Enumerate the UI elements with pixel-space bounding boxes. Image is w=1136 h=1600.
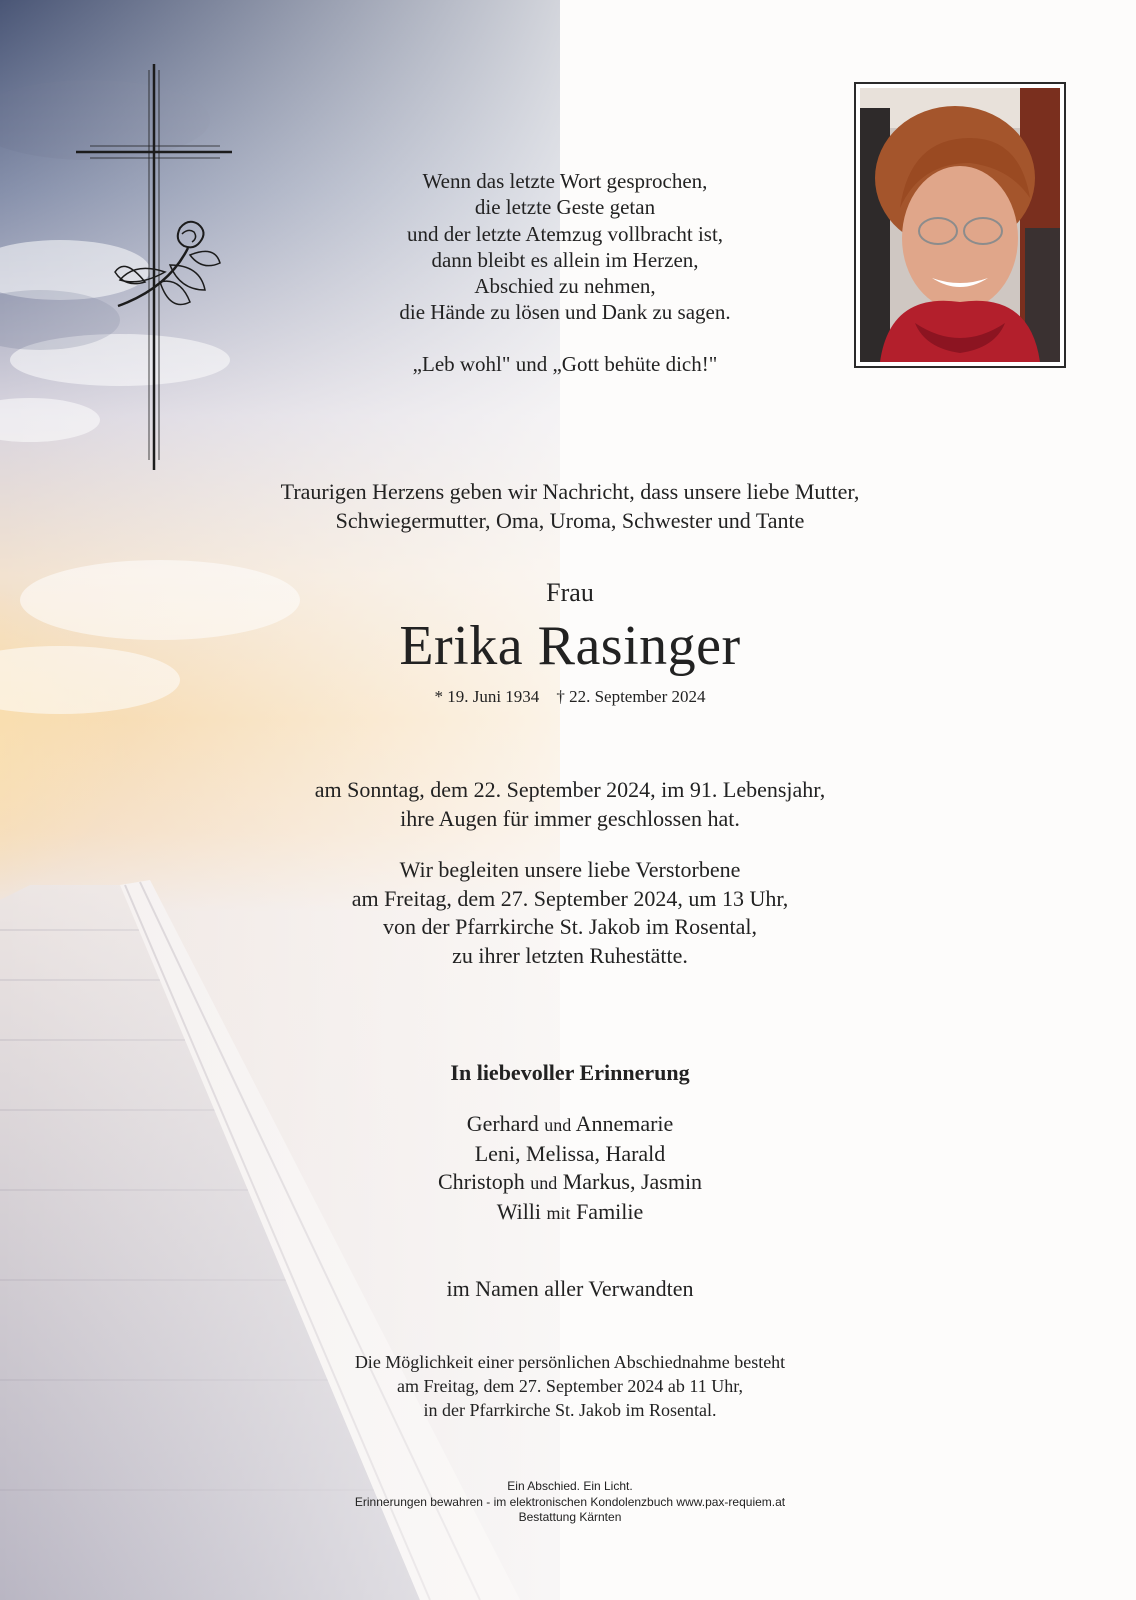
mourner-name: Christoph (437, 1169, 525, 1194)
cross-with-rose-icon (70, 60, 240, 480)
footer-line: Bestattung Kärnten (518, 1510, 622, 1524)
death-notice (230, 776, 910, 833)
memory-heading: In liebevoller Erinnerung (450, 1060, 690, 1085)
mourner-name: Markus, Jasmin (562, 1169, 703, 1194)
death-notice-line: am Sonntag, dem 22. September 2024, im 91. Lebensjahr, (314, 777, 826, 802)
death-date: † 22. September 2024 (556, 687, 706, 706)
funeral-line: von der Pfarrkirche St. Jakob im Rosental, (383, 914, 757, 939)
funeral-details (230, 856, 910, 970)
mourner-name: Willi (496, 1198, 542, 1224)
mourner-name: Annemarie (575, 1111, 674, 1136)
viewing-line: in der Pfarrkirche St. Jakob im Rosental. (423, 1400, 717, 1420)
funeral-line: am Freitag, dem 27. September 2024, um 13 Uhr, (351, 885, 789, 911)
mourner-line (330, 1168, 810, 1198)
viewing-info (230, 1350, 910, 1422)
intro-text (200, 478, 940, 535)
mourners-list (330, 1110, 810, 1227)
portrait-photo (860, 88, 1060, 362)
poem-line: dann bleibt es allein im Herzen, (431, 247, 699, 272)
poem-line: die letzte Geste getan (474, 195, 656, 220)
mourner-line (330, 1198, 810, 1228)
viewing-line: am Freitag, dem 27. September 2024 ab 11 Uhr, (396, 1376, 744, 1396)
deceased-title: Frau (546, 578, 594, 607)
mourner-line (330, 1140, 810, 1169)
mourner-conjunction: und (530, 1173, 558, 1193)
intro-line: Schwiegermutter, Oma, Uroma, Schwester und Tante (335, 507, 805, 533)
death-notice-line: ihre Augen für immer geschlossen hat. (400, 805, 740, 831)
poem-line: die Hände zu lösen und Dank zu sagen. (399, 300, 731, 325)
mourner-name: Leni, Melissa, Harald (474, 1140, 666, 1166)
footer-line: Erinnerungen bewahren - im elektronischen Kondolenzbuch www.pax-requiem.at (354, 1494, 786, 1509)
poem-line: und der letzte Atemzug vollbracht ist, (406, 221, 724, 246)
funeral-line: Wir begleiten unsere liebe Verstorbene (399, 857, 741, 882)
poem-line: Abschied zu nehmen, (474, 274, 656, 299)
deceased-name: Erika Rasinger (399, 615, 741, 677)
mourner-conjunction: und (544, 1115, 572, 1135)
mourner-name: Gerhard (466, 1111, 539, 1136)
footer (230, 1479, 910, 1526)
footer-line: Ein Abschied. Ein Licht. (507, 1479, 633, 1493)
relatives-note: im Namen aller Verwandten (446, 1276, 694, 1301)
funeral-line: zu ihrer letzten Ruhestätte. (452, 942, 688, 968)
poem-line: Wenn das letzte Wort gesprochen, (422, 169, 708, 193)
birth-date: * 19. Juni 1934 (434, 687, 540, 706)
mourner-conjunction: mit (546, 1202, 571, 1223)
life-dates (380, 687, 760, 707)
mourner-line (330, 1110, 810, 1140)
farewell-quote: „Leb wohl" und „Gott behüte dich!" (412, 352, 718, 376)
mourner-name: Familie (576, 1198, 644, 1224)
viewing-line: Die Möglichkeit einer persönlichen Abschiednahme besteht (354, 1352, 786, 1372)
intro-line: Traurigen Herzens geben wir Nachricht, dass unsere liebe Mutter, (280, 479, 860, 504)
poem (330, 168, 800, 326)
